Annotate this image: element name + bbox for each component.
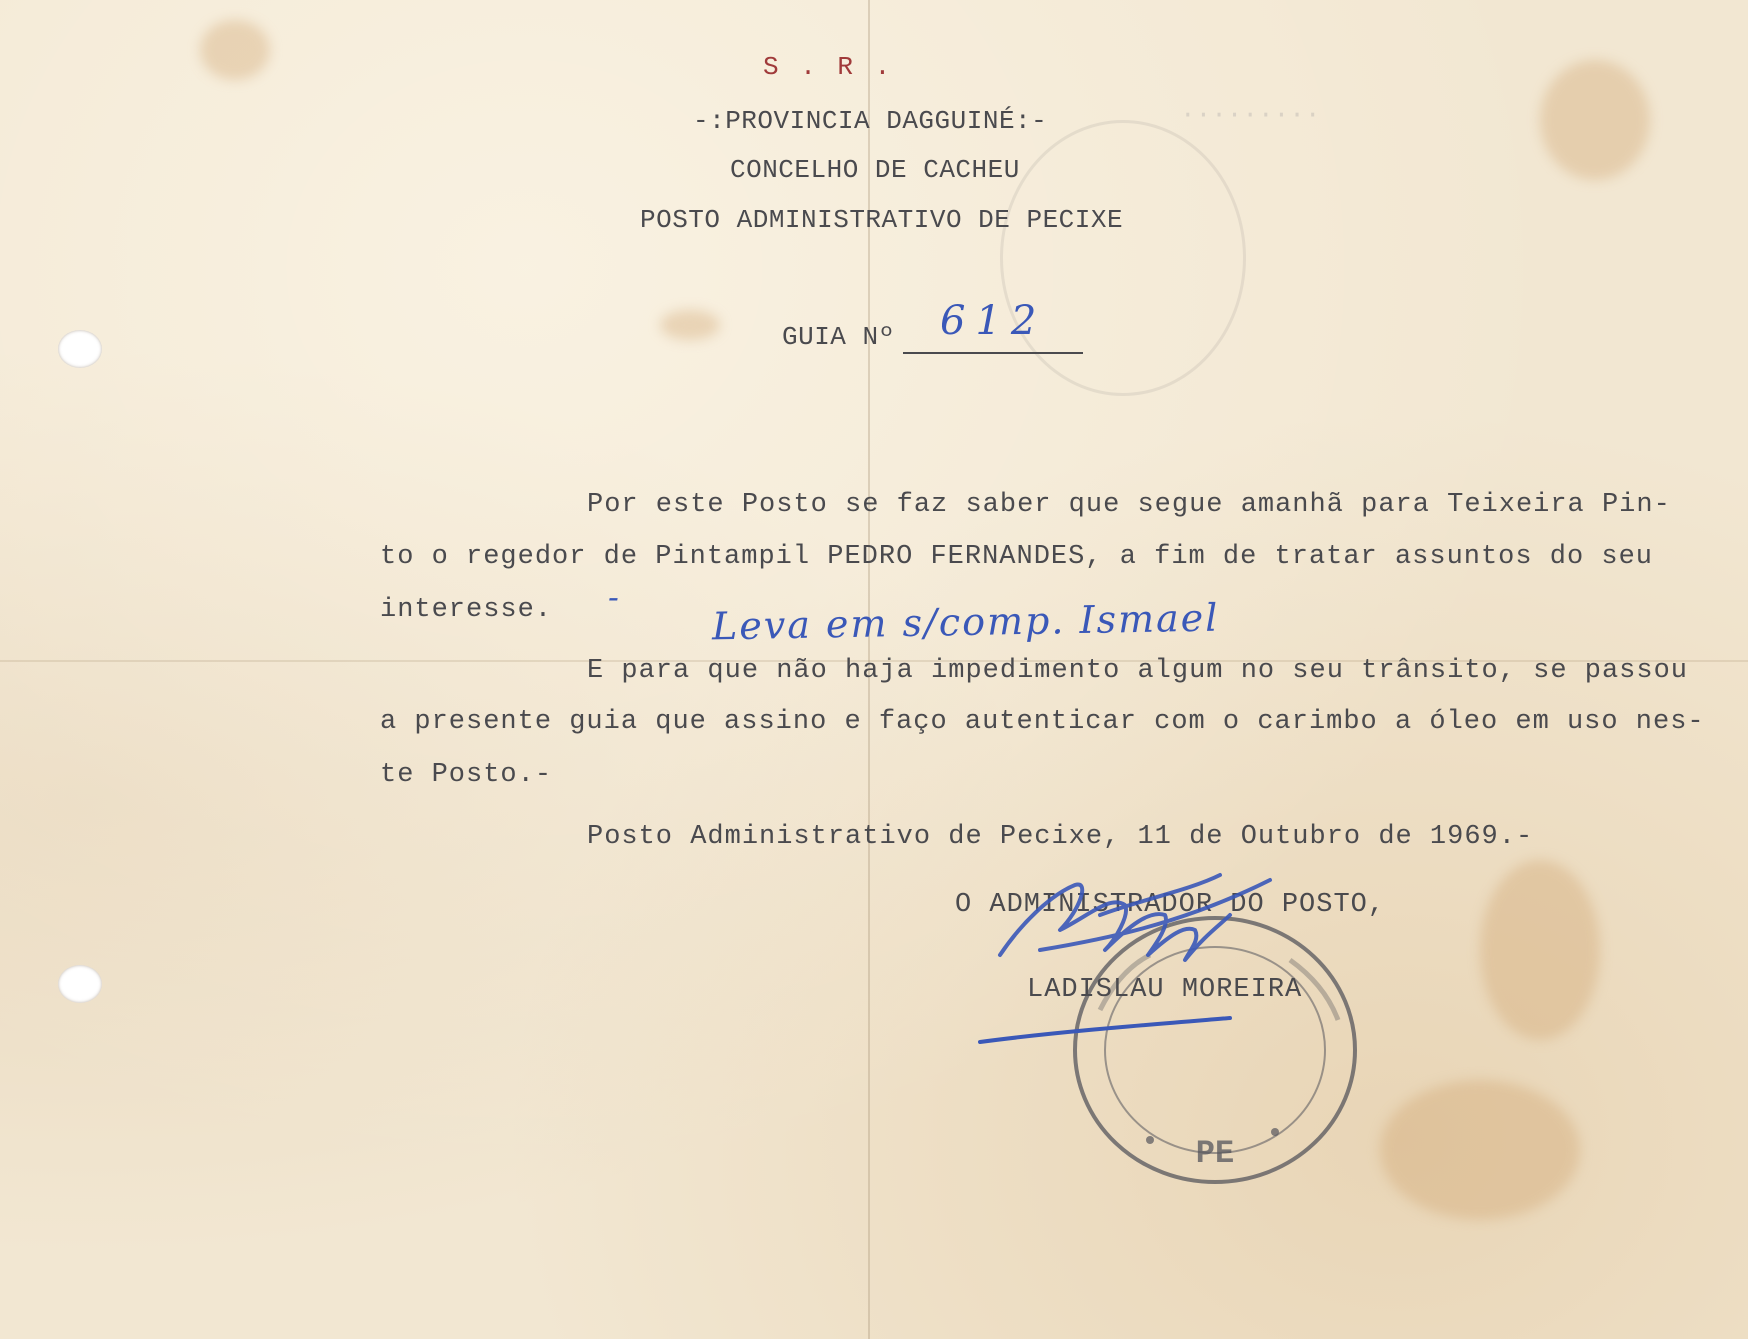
punch-hole-bottom — [58, 965, 102, 1003]
paper-stain — [1380, 1080, 1580, 1220]
paper-stain — [1540, 60, 1650, 180]
guia-number: 612 — [940, 298, 1047, 344]
body-line-1: Por este Posto se faz saber que segue amanhã para Teixeira Pin- — [587, 490, 1671, 520]
punch-hole-top — [58, 330, 102, 368]
body-line-6: te Posto.- — [380, 760, 553, 790]
signatory-name: LADISLAU MOREIRA — [1027, 975, 1303, 1005]
body-line-4: E para que não haja impedimento algum no seu trânsito, se passou — [587, 656, 1688, 686]
header-sr — [763, 52, 893, 82]
header-sr-text: S . R . — [763, 52, 894, 82]
handwritten-dash: - — [608, 578, 619, 616]
paper-stain — [1480, 860, 1600, 1040]
handwritten-note: Leva em s/comp. Ismael — [711, 595, 1220, 649]
guia-number-underline — [903, 352, 1083, 354]
header-province: -:PROVINCIA DAGGUINÉ:- — [693, 106, 1048, 136]
header-posto: POSTO ADMINISTRATIVO DE PECIXE — [640, 205, 1124, 235]
stamp-bottom-text: PE — [1195, 1135, 1235, 1172]
signature-title: O ADMINISTRADOR DO POSTO, — [955, 890, 1386, 920]
guia-label: GUIA Nº — [782, 322, 895, 352]
handwritten-signature — [980, 855, 1300, 985]
body-line-3: interesse. — [380, 595, 553, 625]
show-through-text: ········· — [1180, 100, 1321, 130]
body-line-5: a presente guia que assino e faço autenticar com o carimbo a óleo em uso nes- — [380, 707, 1705, 737]
header-concelho: CONCELHO DE CACHEU — [730, 155, 1020, 185]
paper-stain — [200, 20, 270, 80]
body-line-2: to o regedor de Pintampil PEDRO FERNANDES, a fim de tratar assuntos do seu — [380, 542, 1653, 572]
dateline: Posto Administrativo de Pecixe, 11 de Outubro de 1969.- — [587, 822, 1534, 852]
signature-underline — [975, 1010, 1235, 1050]
show-through-stamp — [1000, 120, 1246, 396]
paper-stain — [660, 310, 720, 340]
